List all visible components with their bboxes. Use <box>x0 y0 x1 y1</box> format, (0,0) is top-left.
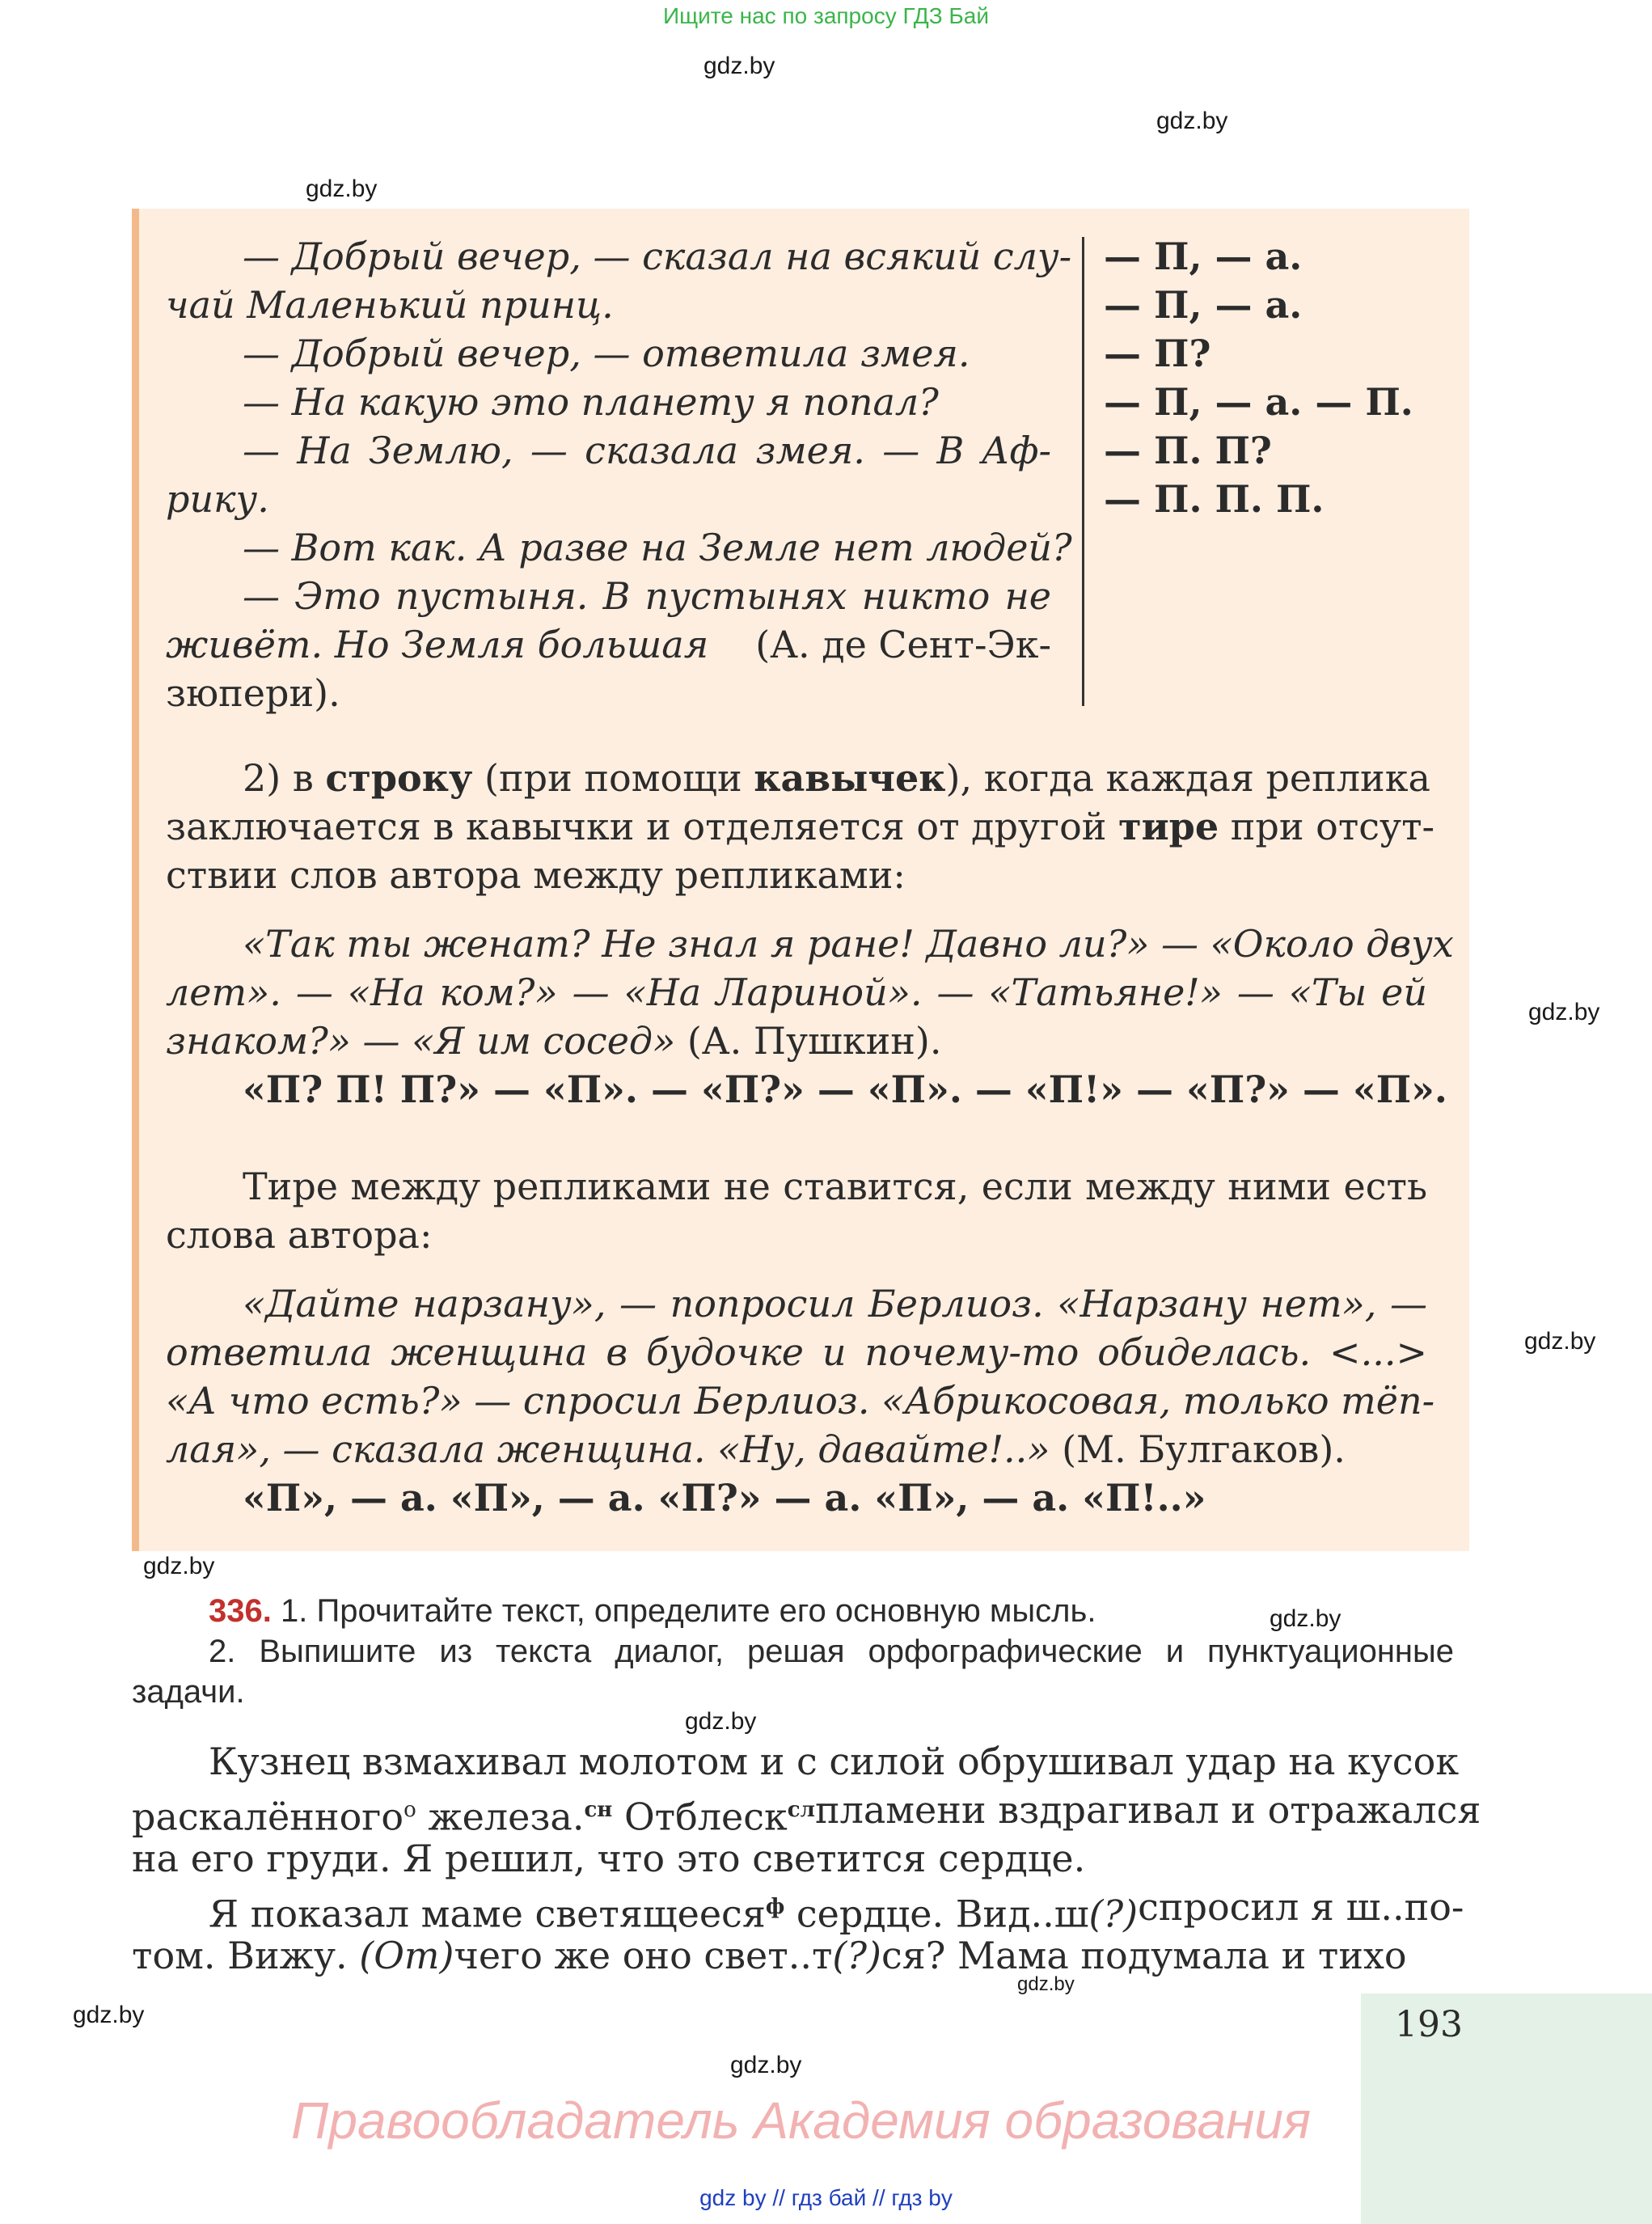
bottom-links <box>0 2185 1652 2211</box>
schema-line: — П? <box>1104 332 1211 375</box>
watermark: gdz.by <box>1270 1605 1341 1632</box>
watermark: gdz.by <box>143 1553 215 1579</box>
link-gdz-by[interactable]: gdz by <box>699 2185 767 2210</box>
exercise-text: том. Вижу. (От)чего же оно свет..т(?)ся? Мама подумала и тихо <box>132 1934 1407 1977</box>
watermark: gdz.by <box>685 1708 757 1735</box>
copyright-notice: Правообладатель Академия образования <box>291 2091 1312 2150</box>
watermark: gdz.by <box>1528 999 1600 1025</box>
exercise-text: раскалённого$^о$ железа.$^{сн}$ Отблеск$^{сл}$ пламени вздрагивал и отражался <box>132 1788 1481 1839</box>
separator-line <box>1082 237 1084 706</box>
author-credit: (М. Булгаков). <box>1062 1427 1346 1471</box>
author-credit: (А. Пушкин). <box>687 1019 942 1063</box>
task-instruction: задачи. <box>132 1674 245 1710</box>
schema-line: — П. П? <box>1104 429 1272 472</box>
rule-text: ствии слов автора между репликами: <box>166 853 906 897</box>
task-instruction: 2. Выпишите из текста диалог, решая орфографические и пунктуационные <box>209 1634 1454 1669</box>
top-banner[interactable]: Ищите нас по запросу ГДЗ Бай <box>662 3 990 28</box>
link-separator: // <box>872 2185 885 2210</box>
dialogue-line: — Это пустыня. В пустынях никто не <box>243 574 1051 618</box>
example-line: лая», — сказала женщина. «Ну, давайте!..» <box>166 1427 1050 1471</box>
example-line: ответила женщина в будочке и почему-то обиделась. <...> <box>166 1330 1427 1374</box>
link-separator: // <box>772 2185 785 2210</box>
watermark: gdz.by <box>73 2002 145 2028</box>
rule-text: слова автора: <box>166 1213 433 1257</box>
example-line: «Так ты женат? Не знал я ране! Давно ли?» — «Около двух <box>243 922 1454 966</box>
schema-line: — П, — а. — П. <box>1104 380 1413 424</box>
dialogue-line: — Добрый вечер, — сказал на всякий слу- <box>243 235 1072 278</box>
example-schema: «П? П! П?» — «П». — «П?» — «П». — «П!» — «П?» — «П». <box>243 1068 1447 1111</box>
rule-text: заключается в кавычки и отделяется от другой тире при отсут- <box>166 805 1435 848</box>
task-instruction: 1. Прочитайте текст, определите его основную мысль. <box>280 1593 1096 1629</box>
watermark: gdz.by <box>703 53 775 79</box>
dialogue-line: — На Землю, — сказала змея. — В Аф- <box>243 429 1051 472</box>
schema-line: — П, — а. <box>1104 283 1303 327</box>
watermark: gdz.by <box>1524 1328 1596 1355</box>
dialogue-line: рику. <box>166 477 269 521</box>
watermark: gdz.by <box>730 2052 802 2078</box>
dialogue-line: живёт. Но Земля большая <box>166 623 709 666</box>
author-credit: (А. де Сент-Эк- <box>755 623 1051 666</box>
exercise-text: Я показал маме светящееся$^ф$ сердце. Вид..ш(?) спросил я ш..по- <box>209 1885 1464 1936</box>
schema-line: — П. П. П. <box>1104 477 1325 521</box>
exercise-text: на его груди. Я решил, что это светится сердце. <box>132 1837 1086 1880</box>
watermark: gdz.by <box>306 175 378 202</box>
example-line: «А что есть?» — спросил Берлиоз. «Абрикосовая, только тёп- <box>166 1379 1435 1423</box>
example-line: «Дайте нарзану», — попросил Берлиоз. «Нарзану нет», — <box>243 1282 1427 1326</box>
task-number: 336. <box>209 1593 272 1629</box>
page-number: 193 <box>1395 2004 1463 2045</box>
example-line: лет». — «На ком?» — «На Лариной». — «Татьяне!» — «Ты ей <box>166 970 1427 1014</box>
rule-text: 2) в строку (при помощи кавычек), когда каждая реплика <box>243 756 1430 800</box>
exercise-text: Кузнец взмахивал молотом и с силой обрушивал удар на кусок <box>209 1740 1460 1783</box>
watermark: gdz.by <box>1017 1973 1075 1995</box>
link-gdz-bai[interactable]: гдз бай <box>791 2185 867 2210</box>
author-credit: зюпери). <box>166 671 340 715</box>
dialogue-line: чай Маленький принц. <box>166 283 614 327</box>
example-line: знаком?» — «Я им сосед» <box>166 1019 676 1063</box>
schema-line: — П, — а. <box>1104 235 1303 278</box>
dialogue-line: — Добрый вечер, — ответила змея. <box>243 332 970 375</box>
example-schema: «П», — а. «П», — а. «П?» — а. «П», — а. «П!..» <box>243 1476 1206 1520</box>
rule-text: Тире между репликами не ставится, если между ними есть <box>243 1165 1427 1208</box>
watermark: gdz.by <box>1156 108 1228 134</box>
dialogue-line: — На какую это планету я попал? <box>243 380 939 424</box>
link-gdz-by-2[interactable]: гдз by <box>891 2185 953 2210</box>
dialogue-line: — Вот как. А разве на Земле нет людей? <box>243 526 1072 569</box>
